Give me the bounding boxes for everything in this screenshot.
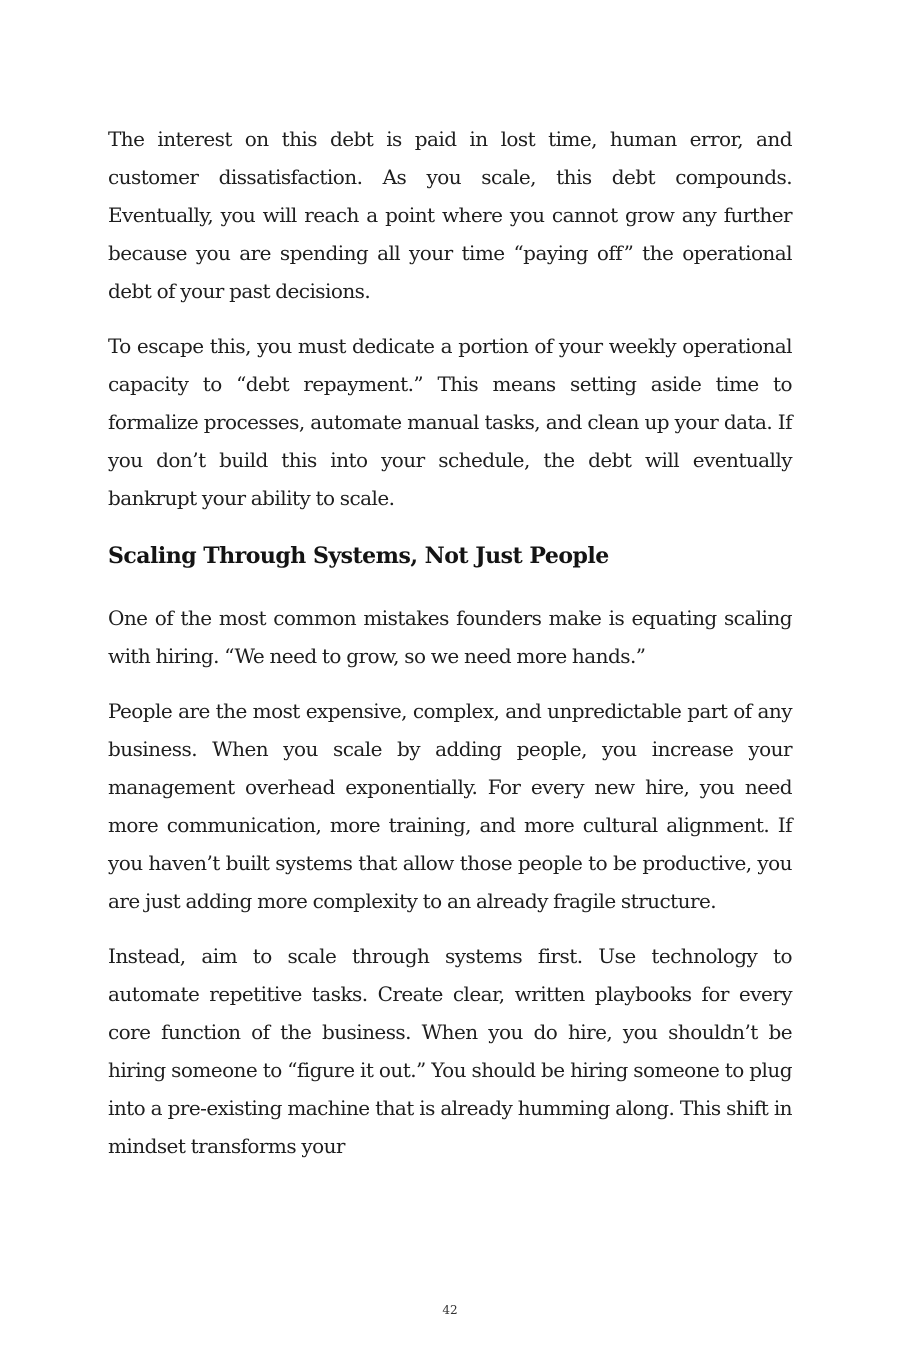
paragraph-hiring-mistake: One of the most common mistakes founders make is equating scaling with hiring. “We need to grow, so we need more hands.” — [108, 606, 792, 668]
page-content — [108, 120, 792, 1182]
page-number: 42 — [442, 1303, 458, 1317]
paragraph-systems-first: Instead, aim to scale through systems first. Use technology to automate repetitive tasks. Create clear, written playbooks for every core function of the business. When you do hire, you shouldn’t be hiring someone to “figure it out.” You should be hiring someone to plug into a pre-existing machine that is already humming along. This shift in mindset transforms your — [108, 944, 792, 1158]
section-heading: Scaling Through Systems, Not Just People — [108, 543, 609, 569]
paragraph-operational-debt-interest: The interest on this debt is paid in lost time, human error, and customer dissatisfaction. As you scale, this debt compounds. Eventually, you will reach a point where you cannot grow any further because you are spending all your time “paying off” the operational debt of your past decisions. — [108, 127, 792, 303]
paragraph-people-cost: People are the most expensive, complex, and unpredictable part of any business. When you scale by adding people, you increase your management overhead exponentially. For every new hire, you need more communication, more training, and more cultural alignment. If you haven’t built systems that allow those people to be productive, you are just adding more complexity to an already fragile structure. — [108, 699, 792, 913]
paragraph-debt-repayment: To escape this, you must dedicate a portion of your weekly operational capacity to “debt repayment.” This means setting aside time to formalize processes, automate manual tasks, and clean up your data. If you don’t build this into your schedule, the debt will eventually bankrupt your ability to scale. — [108, 334, 792, 510]
